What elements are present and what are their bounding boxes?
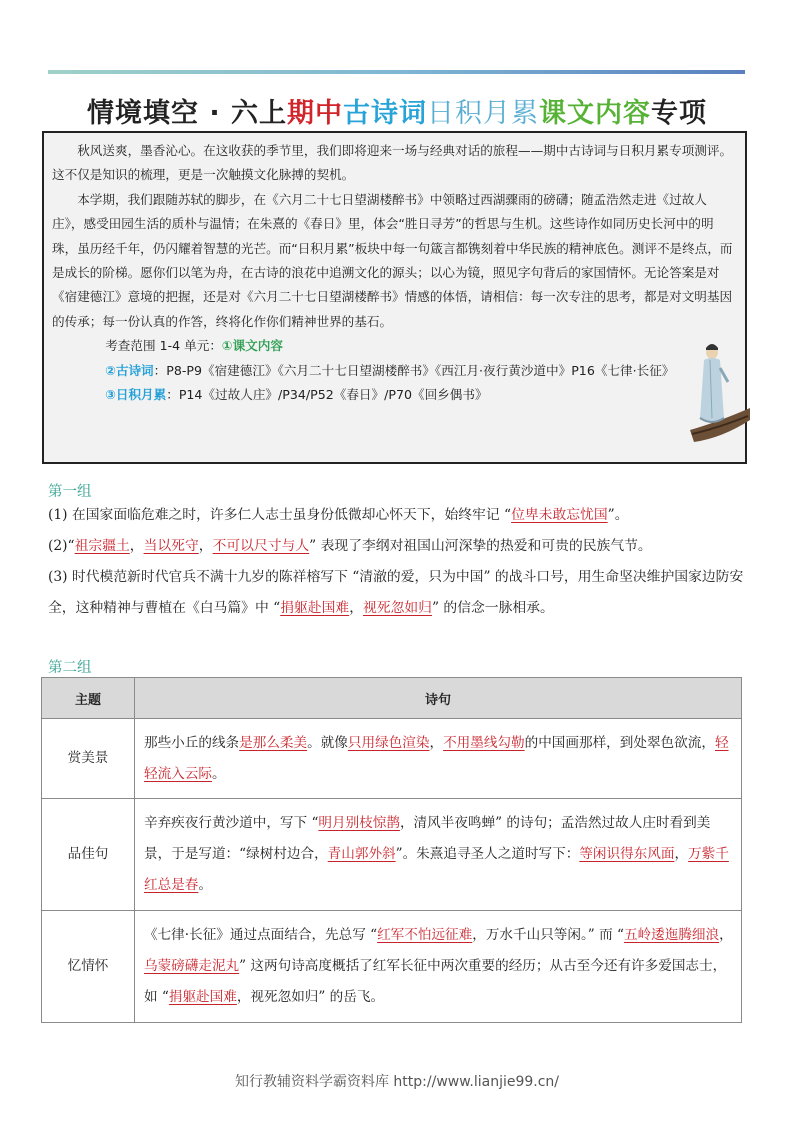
row-answer: 只用绿色渲染 [347,734,430,751]
header-rule [48,70,745,74]
q3-text-end: ” 的信念一脉相承。 [431,600,554,616]
row-text: ，万水千山只等闲。” 而 “ [472,927,624,943]
q2-sep-1: ， [129,538,144,554]
scope-item-3-label: ③日积月累 [105,387,167,403]
table-header-row [42,678,742,719]
row-content [135,719,742,799]
scope-item-2-text: ：P8-P9《宿建德江》《六月二十七日望湖楼醉书》《西江月·夜行黄沙道中》P16《七律·长征》 [153,362,675,378]
row-answer: 捐躯赴国难 [168,989,237,1005]
row-answer: 明月别枝惊鹊 [318,815,400,831]
table-row [42,799,742,911]
row-text: 。 [211,765,226,782]
row-answer: 是那么柔美 [239,734,308,751]
scope-item-1: ①课文内容 [221,338,283,354]
row-answer: 乌蒙磅礴走泥丸 [144,958,240,974]
intro-paragraph-2: 本学期，我们跟随苏轼的脚步，在《六月二十七日望湖楼醉书》中领略过西湖骤雨的磅礴；随孟浩然走进《过故人庄》，感受田园生活的质朴与温情；在朱熹的《春日》里，体会“胜日寻芳”的哲思与生机。这些诗作如同历史长河中的明珠，虽历经千年，仍闪耀着智慧的光芒。而“日积月累”板块中每一句箴言都镌刻着中华民族的精神底色。测评不是终点，而是成长的阶梯。愿你们以笔为舟，在古诗的浪花中追溯文化的源头；以心为镜，照见字句背后的家国情怀。无论答案是对《宿建德江》意境的把握，还是对《六月二十七日望湖楼醉书》情感的体悟，请相信：每一次专注的思考，都是对文明基因的传承；每一份认真的作答，终将化作你们精神世界的基石。 [52,191,733,329]
row-content [135,911,742,1023]
row-answer: 五岭逶迤腾细浪 [623,927,720,943]
title-part-6: 专项 [651,97,708,129]
row-text: ” 这两句诗高度概括了红军长征中两次重要的经历；从古至今还有许多爱国志士，如 “ [144,958,727,1005]
intro-box [42,131,747,464]
poem-table [41,677,742,1023]
row-text: 辛弃疾夜行黄沙道中，写下 “ [144,815,319,831]
row-text: 那些小丘的线条 [144,734,240,751]
row-answer: 等闲识得东风面 [579,846,675,862]
question-3 [48,562,748,624]
group-1-title: 第一组 [48,484,92,500]
row-text: 。就像 [307,734,348,751]
row-text: ， [719,927,733,943]
title-part-4: 日积月累 [427,97,540,129]
row-text: 《七律·长征》通过点面结合，先总写 “ [144,927,378,943]
row-text: 。 [198,877,212,893]
q2-answer-2: 当以死守 [143,538,199,554]
scope-item-2-label: ②古诗词 [105,362,154,378]
scope-item-3-text: ：P14《过故人庄》/P34/P52《春日》/P70《回乡偶书》 [166,387,488,403]
intro-paragraph-1: 秋风送爽，墨香沁心。在这收获的季节里，我们即将迎来一场与经典对话的旅程——期中古诗词与日积月累专项测评。这不仅是知识的梳理，更是一次触摸文化脉搏的契机。 [52,143,733,183]
row-answer: 青山郭外斜 [327,846,396,862]
q3-answer-2: 视死忽如归 [362,600,432,616]
q3-sep: ， [349,600,363,616]
footer-text[interactable]: 知行教辅资料学霸资料库 http://www.lianjie99.cn/ [234,1074,560,1090]
q3-answer-1: 捐躯赴国难 [280,600,350,616]
q2-answer-3: 不可以尺寸与人 [212,538,310,554]
q1-answer: 位卑未敢忘忧国 [511,507,608,523]
q2-text-end: ” 表现了李纲对祖国山河深挚的热爱和可贵的民族气节。 [309,538,652,554]
scope-line-2 [52,359,735,383]
row-theme: 忆情怀 [42,911,135,1023]
row-text: ”。朱熹追寻圣人之道时写下： [395,846,580,862]
row-text: ， [429,734,444,751]
row-answer: 红军不怕远征难 [377,927,473,943]
scholar-illustration-icon [688,338,752,458]
row-content [135,799,742,911]
q2-text: (2)“ [48,538,75,554]
scope-line-3 [52,383,735,407]
row-text: 的中国画那样，到处翠色欲流， [524,734,715,751]
q1-text: (1) 在国家面临危难之时，许多仁人志士虽身份低微却心怀天下，始终牢记 “ [48,507,512,523]
row-text: ，视死忽如归” 的岳飞。 [236,989,385,1005]
row-answer: 万紫千红总是春 [144,846,729,893]
row-answer: 轻轻流入云际 [144,734,729,782]
q3-text: (3) 时代模范新时代官兵不满十九岁的陈祥榕写下 “清澈的爱，只为中国” 的战斗口号，用生命坚决维护国家边防安全，这种精神与曹植在《白马篇》中 “ [48,569,744,616]
page-title [44,90,750,130]
q2-sep-2: ， [198,538,213,554]
table-row [42,911,742,1023]
q2-answer-1: 祖宗疆土 [74,538,130,554]
title-part-2: 期中 [287,97,344,129]
row-theme: 赏美景 [42,719,135,799]
header-theme: 主题 [42,678,135,719]
scope-label: 考查范围 1-4 单元： [105,338,222,354]
table-row [42,719,742,799]
group-2-title: 第二组 [48,660,92,676]
question-2 [48,531,748,562]
header-poem: 诗句 [135,678,742,719]
question-1 [48,500,748,531]
row-text: ， [674,846,689,862]
row-theme: 品佳句 [42,799,135,911]
scope-line-1 [52,334,735,358]
title-part-3: 古诗词 [343,97,428,129]
row-answer: 不用墨线勾勒 [443,734,525,751]
row-text: ，清风半夜鸣蝉” 的诗句；孟浩然过故人庄时看到美景，于是写道：“绿树村边合， [144,815,711,862]
title-part-1: 情境填空 · 六上 [86,97,288,129]
q1-text-end: ”。 [607,507,629,523]
title-part-5: 课文内容 [539,97,652,129]
